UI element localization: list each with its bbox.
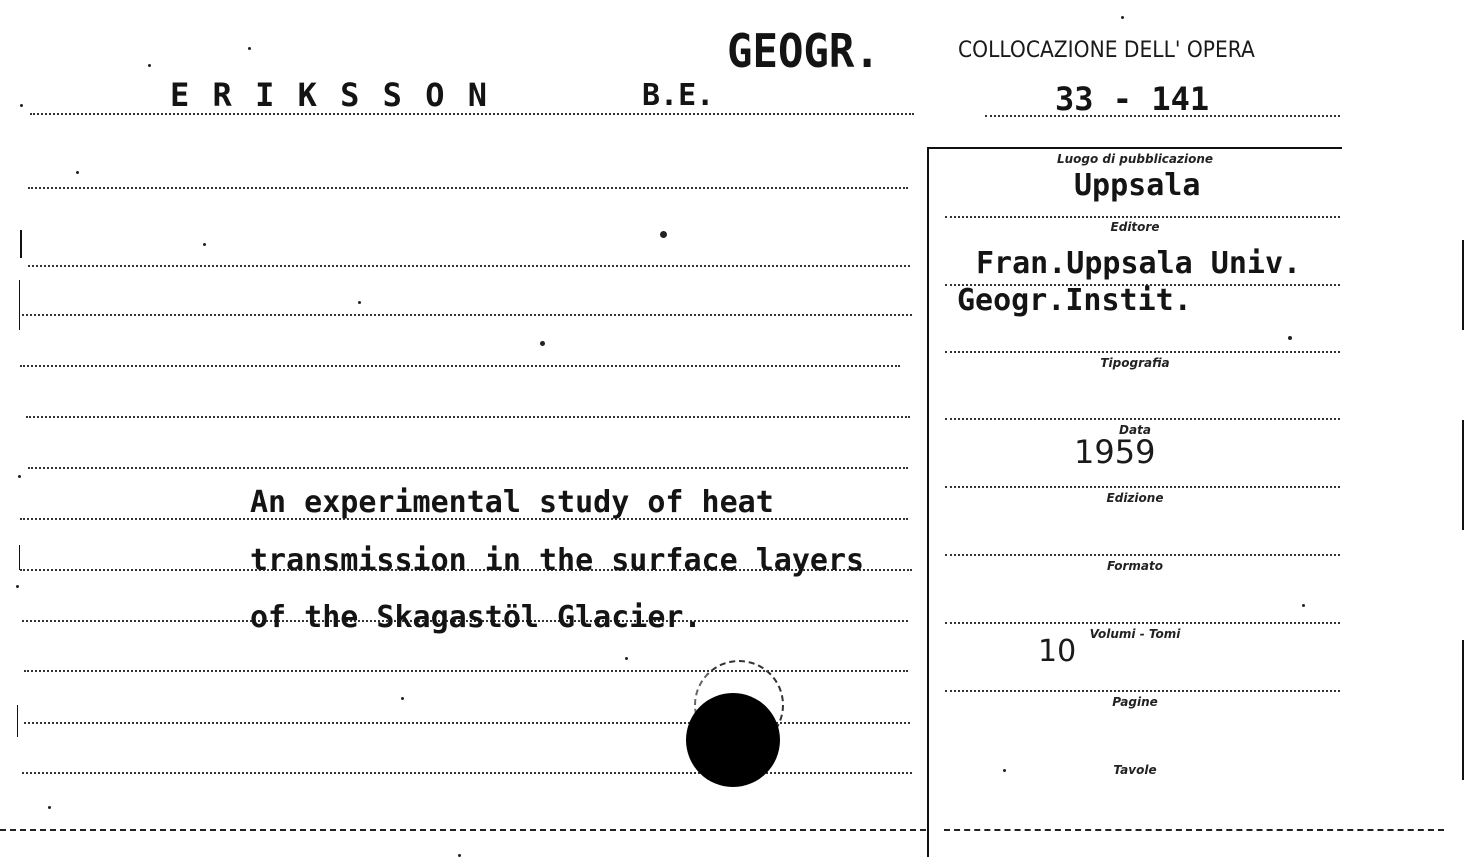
ruled-line	[24, 670, 908, 672]
ink-speck	[540, 341, 545, 346]
ink-speck	[660, 231, 667, 238]
editore-label: Editore	[1110, 220, 1160, 234]
title-line-2: transmission in the surface layers	[250, 543, 865, 578]
bottom-rule-right	[944, 829, 1444, 831]
right-box-top	[928, 147, 1342, 149]
ruled-line	[22, 772, 912, 774]
ruled-line	[28, 467, 908, 469]
collocation-label: COLLOCAZIONE DELL' OPERA	[958, 38, 1255, 63]
pagine-label: Pagine	[1112, 695, 1158, 709]
formato-label: Formato	[1106, 559, 1163, 573]
ink-speck	[1121, 16, 1124, 19]
author-initials: B.E.	[642, 78, 715, 113]
field-rule	[945, 351, 1340, 353]
field-rule	[945, 418, 1340, 420]
luogo-label: Luogo di pubblicazione	[1056, 152, 1214, 166]
data-label: Data	[1119, 423, 1151, 437]
ink-speck	[1003, 769, 1006, 772]
ink-speck	[248, 47, 251, 50]
field-rule	[945, 216, 1340, 218]
title-line-1: An experimental study of heat	[250, 485, 774, 520]
ink-speck	[20, 104, 23, 107]
field-rule	[945, 554, 1340, 556]
ink-speck	[203, 243, 206, 246]
ink-speck	[1288, 336, 1292, 340]
editore-value-line1: Fran.Uppsala Univ.	[976, 246, 1302, 281]
ink-speck	[48, 806, 51, 809]
ink-speck	[458, 854, 461, 857]
ruled-line	[28, 265, 910, 267]
ink-speck	[76, 171, 79, 174]
field-rule	[945, 622, 1340, 624]
volumi-value: 10	[1038, 634, 1077, 669]
field-rule	[945, 486, 1340, 488]
title-line-3: of the Skagastöl Glacier.	[250, 600, 702, 635]
tavole-label: Tavole	[1113, 763, 1157, 777]
edizione-label: Edizione	[1106, 491, 1164, 505]
subject-stamp: GEOGR.	[727, 24, 880, 78]
ink-speck	[148, 64, 151, 67]
ruled-line	[26, 416, 910, 418]
ink-speck	[1302, 604, 1305, 607]
ink-speck	[358, 301, 361, 304]
header-rule	[30, 113, 914, 115]
column-divider	[927, 147, 929, 857]
margin-mark	[19, 545, 20, 570]
ruled-line	[28, 187, 908, 189]
ink-speck	[625, 657, 628, 660]
edge-mark	[1462, 420, 1464, 530]
ink-speck	[401, 697, 404, 700]
ink-speck	[16, 585, 19, 588]
collocation-rule	[985, 115, 1340, 117]
edge-mark	[1462, 240, 1464, 330]
author-surname: E R I K S S O N	[170, 76, 489, 114]
punch-hole	[686, 693, 780, 787]
ink-speck	[18, 475, 21, 478]
collocation-number: 33 - 141	[1055, 80, 1210, 118]
field-rule	[945, 690, 1340, 692]
editore-value-line2: Geogr.Instit.	[957, 283, 1192, 318]
ruled-line	[20, 365, 900, 367]
edge-mark	[1462, 640, 1464, 780]
bottom-rule-left	[0, 829, 926, 831]
tipografia-label: Tipografia	[1100, 356, 1170, 370]
ruled-line	[22, 314, 912, 316]
margin-mark	[19, 280, 20, 330]
margin-mark	[17, 705, 18, 737]
data-value: 1959	[1074, 433, 1156, 471]
volumi-label: Volumi - Tomi	[1089, 627, 1181, 641]
luogo-value: Uppsala	[1074, 168, 1201, 203]
margin-mark	[20, 230, 22, 258]
